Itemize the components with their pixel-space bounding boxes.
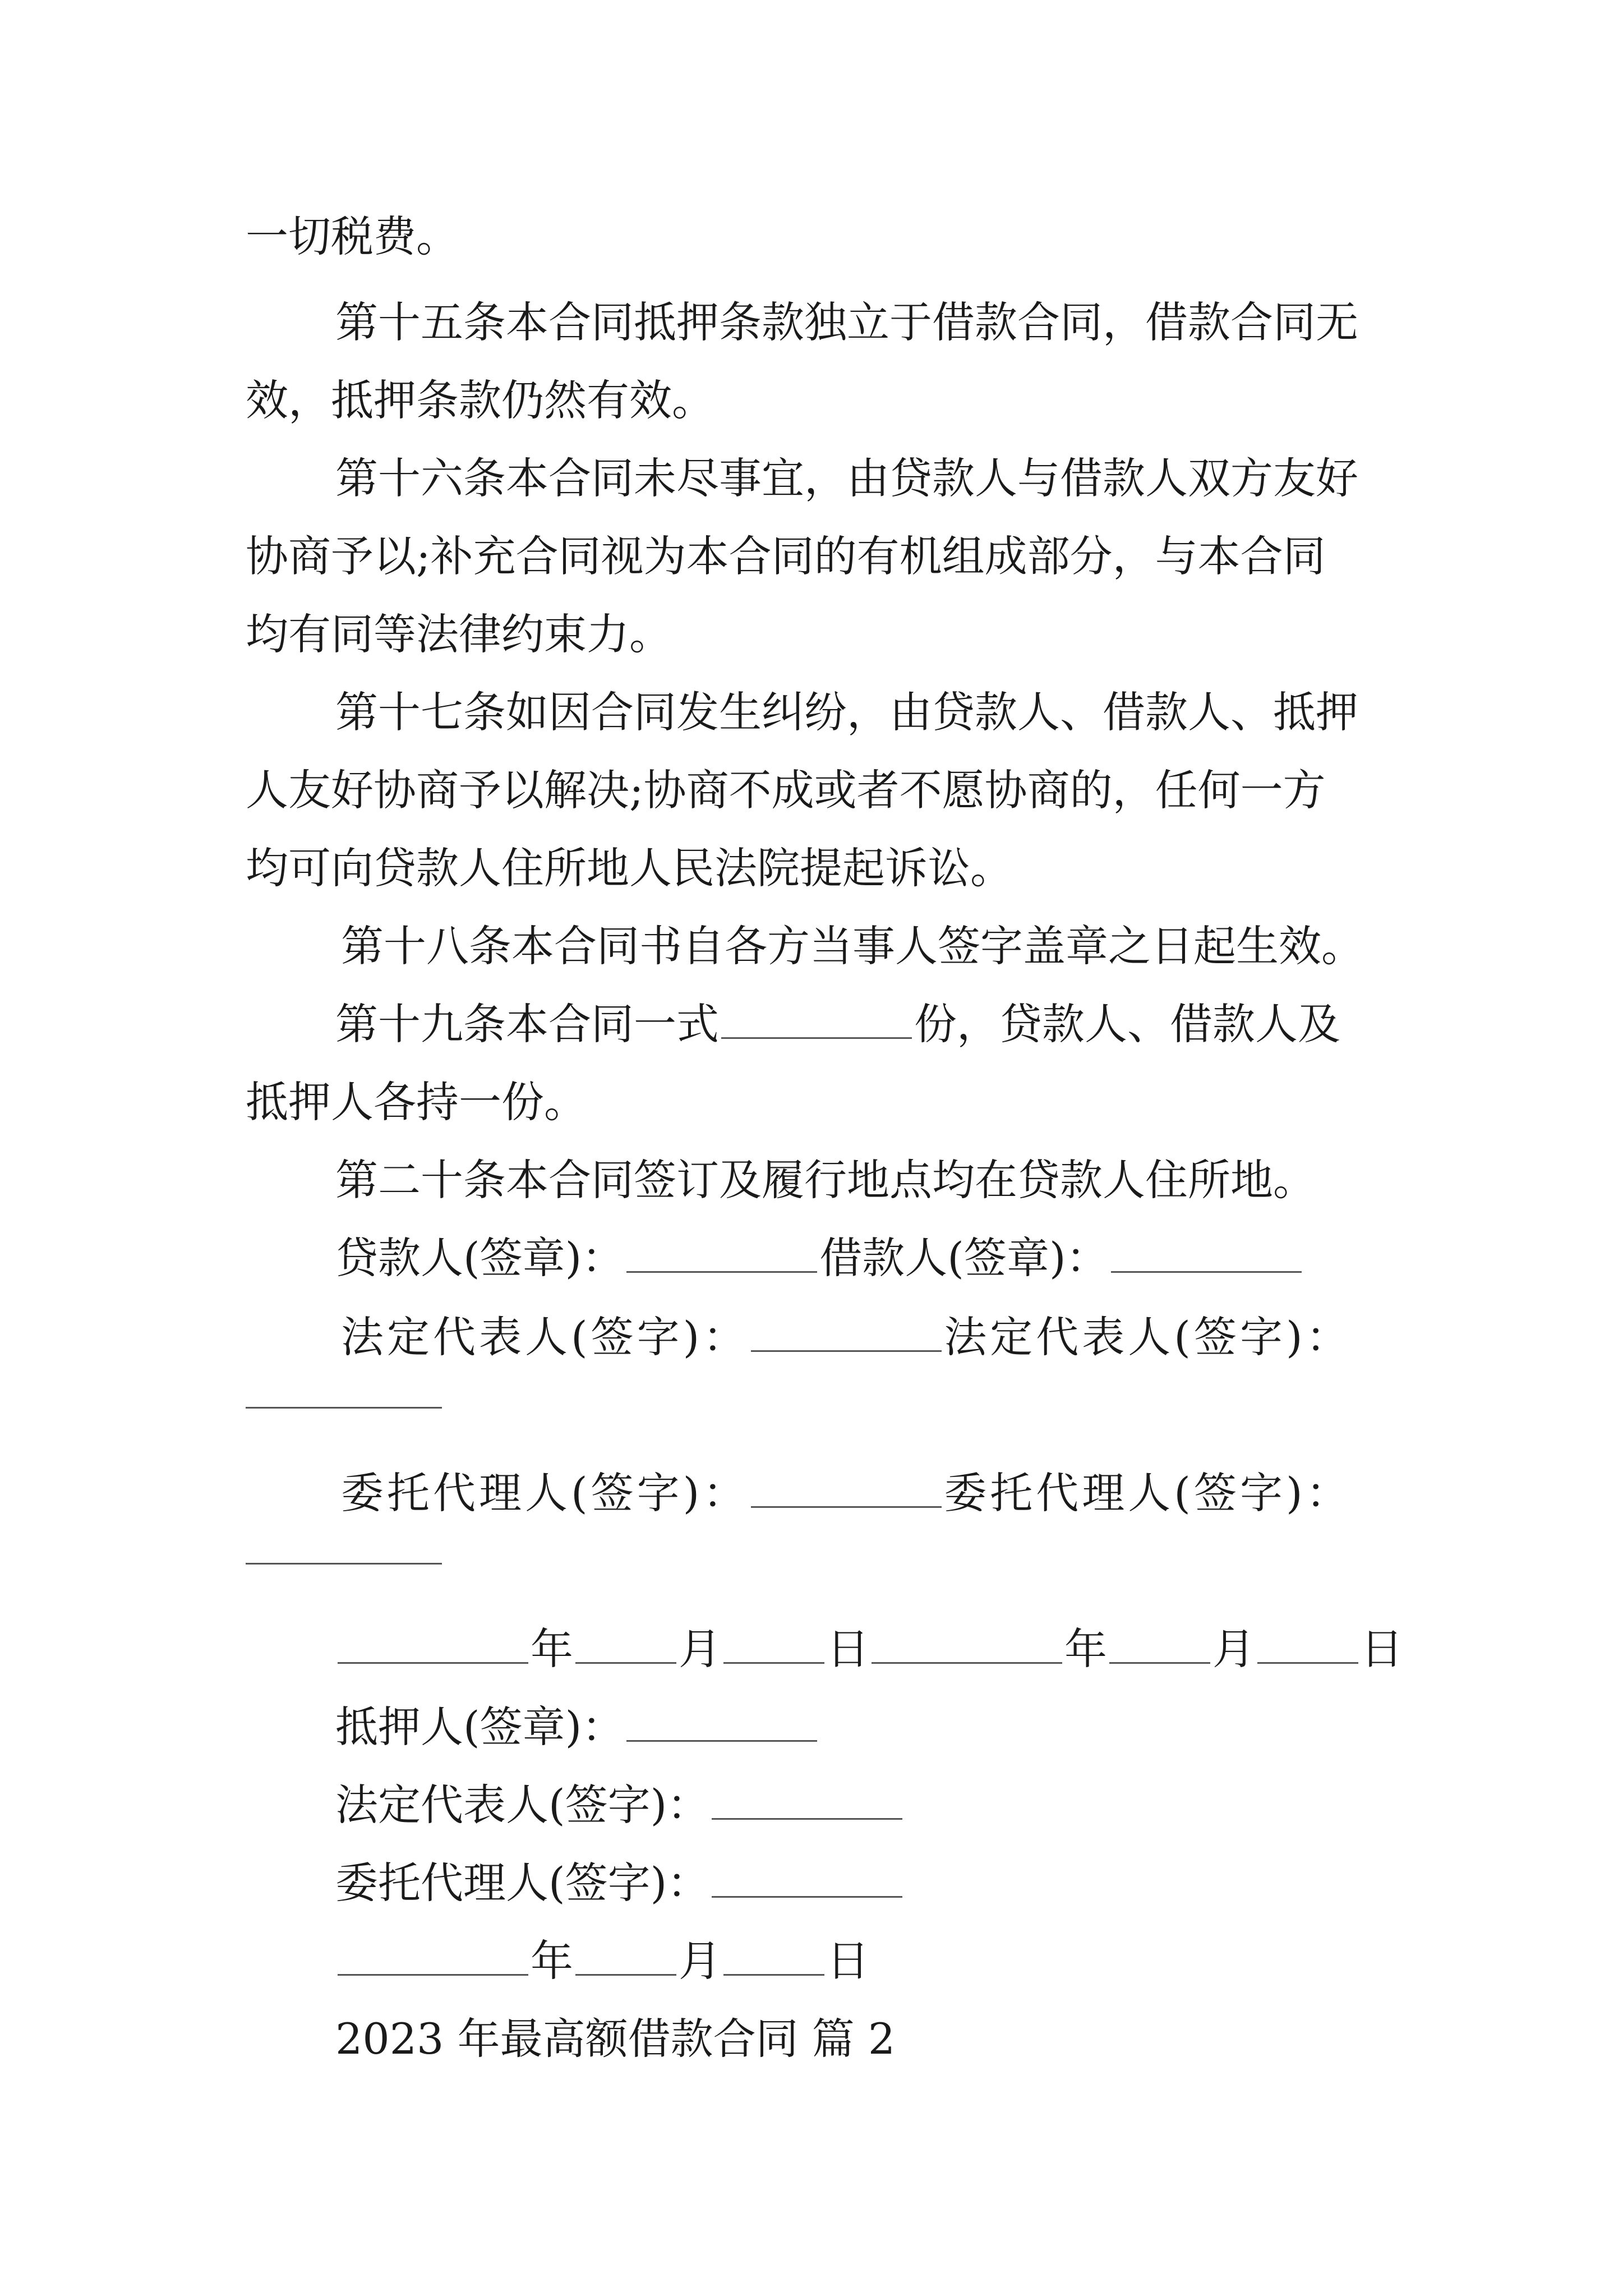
- next-section-title: 2023 年最高额借款合同 篇 2: [335, 2014, 896, 2064]
- mortgagor-legal-rep-label: 法定代表人(签字)：: [335, 1780, 710, 1830]
- text-line-tax: 一切税费。: [246, 211, 459, 261]
- text-line-article-17: 第十七条如因合同发生纠纷，由贷款人、借款人、抵押: [335, 687, 1358, 737]
- text-line-article-17-cont1: 人友好协商予以解决;协商不成或者不愿协商的，任何一方: [246, 765, 1326, 815]
- year-blank-3: [338, 1938, 528, 1976]
- month-label-1: 月: [679, 1624, 721, 1674]
- legal-rep-label-1: 法定代表人(签字)：: [341, 1312, 749, 1362]
- agent-label-1: 委托代理人(签字)：: [341, 1468, 749, 1518]
- text-line-article-15-cont: 效，抵押条款仍然有效。: [246, 375, 714, 425]
- text-line-article-20: 第二十条本合同签订及履行地点均在贷款人住所地。: [335, 1155, 1316, 1205]
- text-line-article-18: 第十八条本合同书自各方当事人签字盖章之日起生效。: [341, 921, 1364, 971]
- article-19-before: 第十九条本合同一式: [335, 999, 719, 1049]
- date-line-single: [335, 1933, 869, 1989]
- mortgagor-signature-blank: [626, 1704, 817, 1742]
- date-line-double: [335, 1621, 1403, 1677]
- month-label-2: 月: [1212, 1624, 1255, 1674]
- day-blank-1: [723, 1626, 824, 1664]
- day-blank-3: [723, 1938, 824, 1976]
- mortgagor-legal-rep-line: [335, 1777, 905, 1833]
- text-line-article-17-cont2: 均可向贷款人住所地人民法院提起诉讼。: [246, 843, 1013, 893]
- year-blank-1: [338, 1626, 528, 1664]
- mortgagor-signature-line: [335, 1699, 819, 1755]
- year-label-2: 年: [1064, 1624, 1107, 1674]
- text-line-article-19-cont: 抵押人各持一份。: [246, 1077, 587, 1127]
- month-label-3: 月: [679, 1936, 721, 1986]
- text-line-article-16: 第十六条本合同未尽事宜，由贷款人与借款人双方友好: [335, 453, 1358, 503]
- year-blank-2: [872, 1626, 1062, 1664]
- text-line-article-16-cont1: 协商予以;补充合同视为本合同的有机组成部分，与本合同: [246, 531, 1326, 581]
- month-blank-3: [575, 1938, 676, 1976]
- month-blank-1: [575, 1626, 676, 1664]
- signature-line-legal-rep: [341, 1309, 1352, 1365]
- copies-blank: [721, 1001, 912, 1039]
- mortgagor-label: 抵押人(签章)：: [335, 1702, 625, 1752]
- signature-line-agent: [341, 1465, 1352, 1521]
- year-label-1: 年: [531, 1624, 573, 1674]
- text-line-article-16-cont2: 均有同等法律约束力。: [246, 609, 672, 659]
- day-label-1: 日: [827, 1624, 869, 1674]
- day-label-3: 日: [827, 1936, 869, 1986]
- mortgagor-agent-label: 委托代理人(签字)：: [335, 1858, 710, 1908]
- day-label-2: 日: [1361, 1624, 1403, 1674]
- mortgagor-agent-line: [335, 1855, 905, 1911]
- day-blank-2: [1257, 1626, 1358, 1664]
- legal-rep-label-2: 法定代表人(签字)：: [944, 1312, 1352, 1362]
- agent-label-2: 委托代理人(签字)：: [944, 1468, 1352, 1518]
- year-label-3: 年: [531, 1936, 573, 1986]
- text-line-article-15: 第十五条本合同抵押条款独立于借款合同，借款合同无: [335, 297, 1358, 347]
- lender-label: 贷款人(签章)：: [335, 1233, 625, 1283]
- agent-blank-2: [246, 1563, 442, 1565]
- mortgagor-agent-blank: [712, 1860, 902, 1898]
- signature-line-lender-borrower: [335, 1230, 1304, 1286]
- agent-blank-1: [751, 1470, 942, 1508]
- text-line-article-19: [335, 996, 1340, 1052]
- article-19-after: 份，贷款人、借款人及: [914, 999, 1340, 1049]
- borrower-signature-blank: [1111, 1235, 1302, 1273]
- legal-rep-blank-1: [751, 1314, 942, 1352]
- month-blank-2: [1109, 1626, 1210, 1664]
- mortgagor-legal-rep-blank: [712, 1782, 902, 1820]
- borrower-label: 借款人(签章)：: [819, 1233, 1109, 1283]
- lender-signature-blank: [626, 1235, 817, 1273]
- legal-rep-blank-2: [246, 1407, 442, 1409]
